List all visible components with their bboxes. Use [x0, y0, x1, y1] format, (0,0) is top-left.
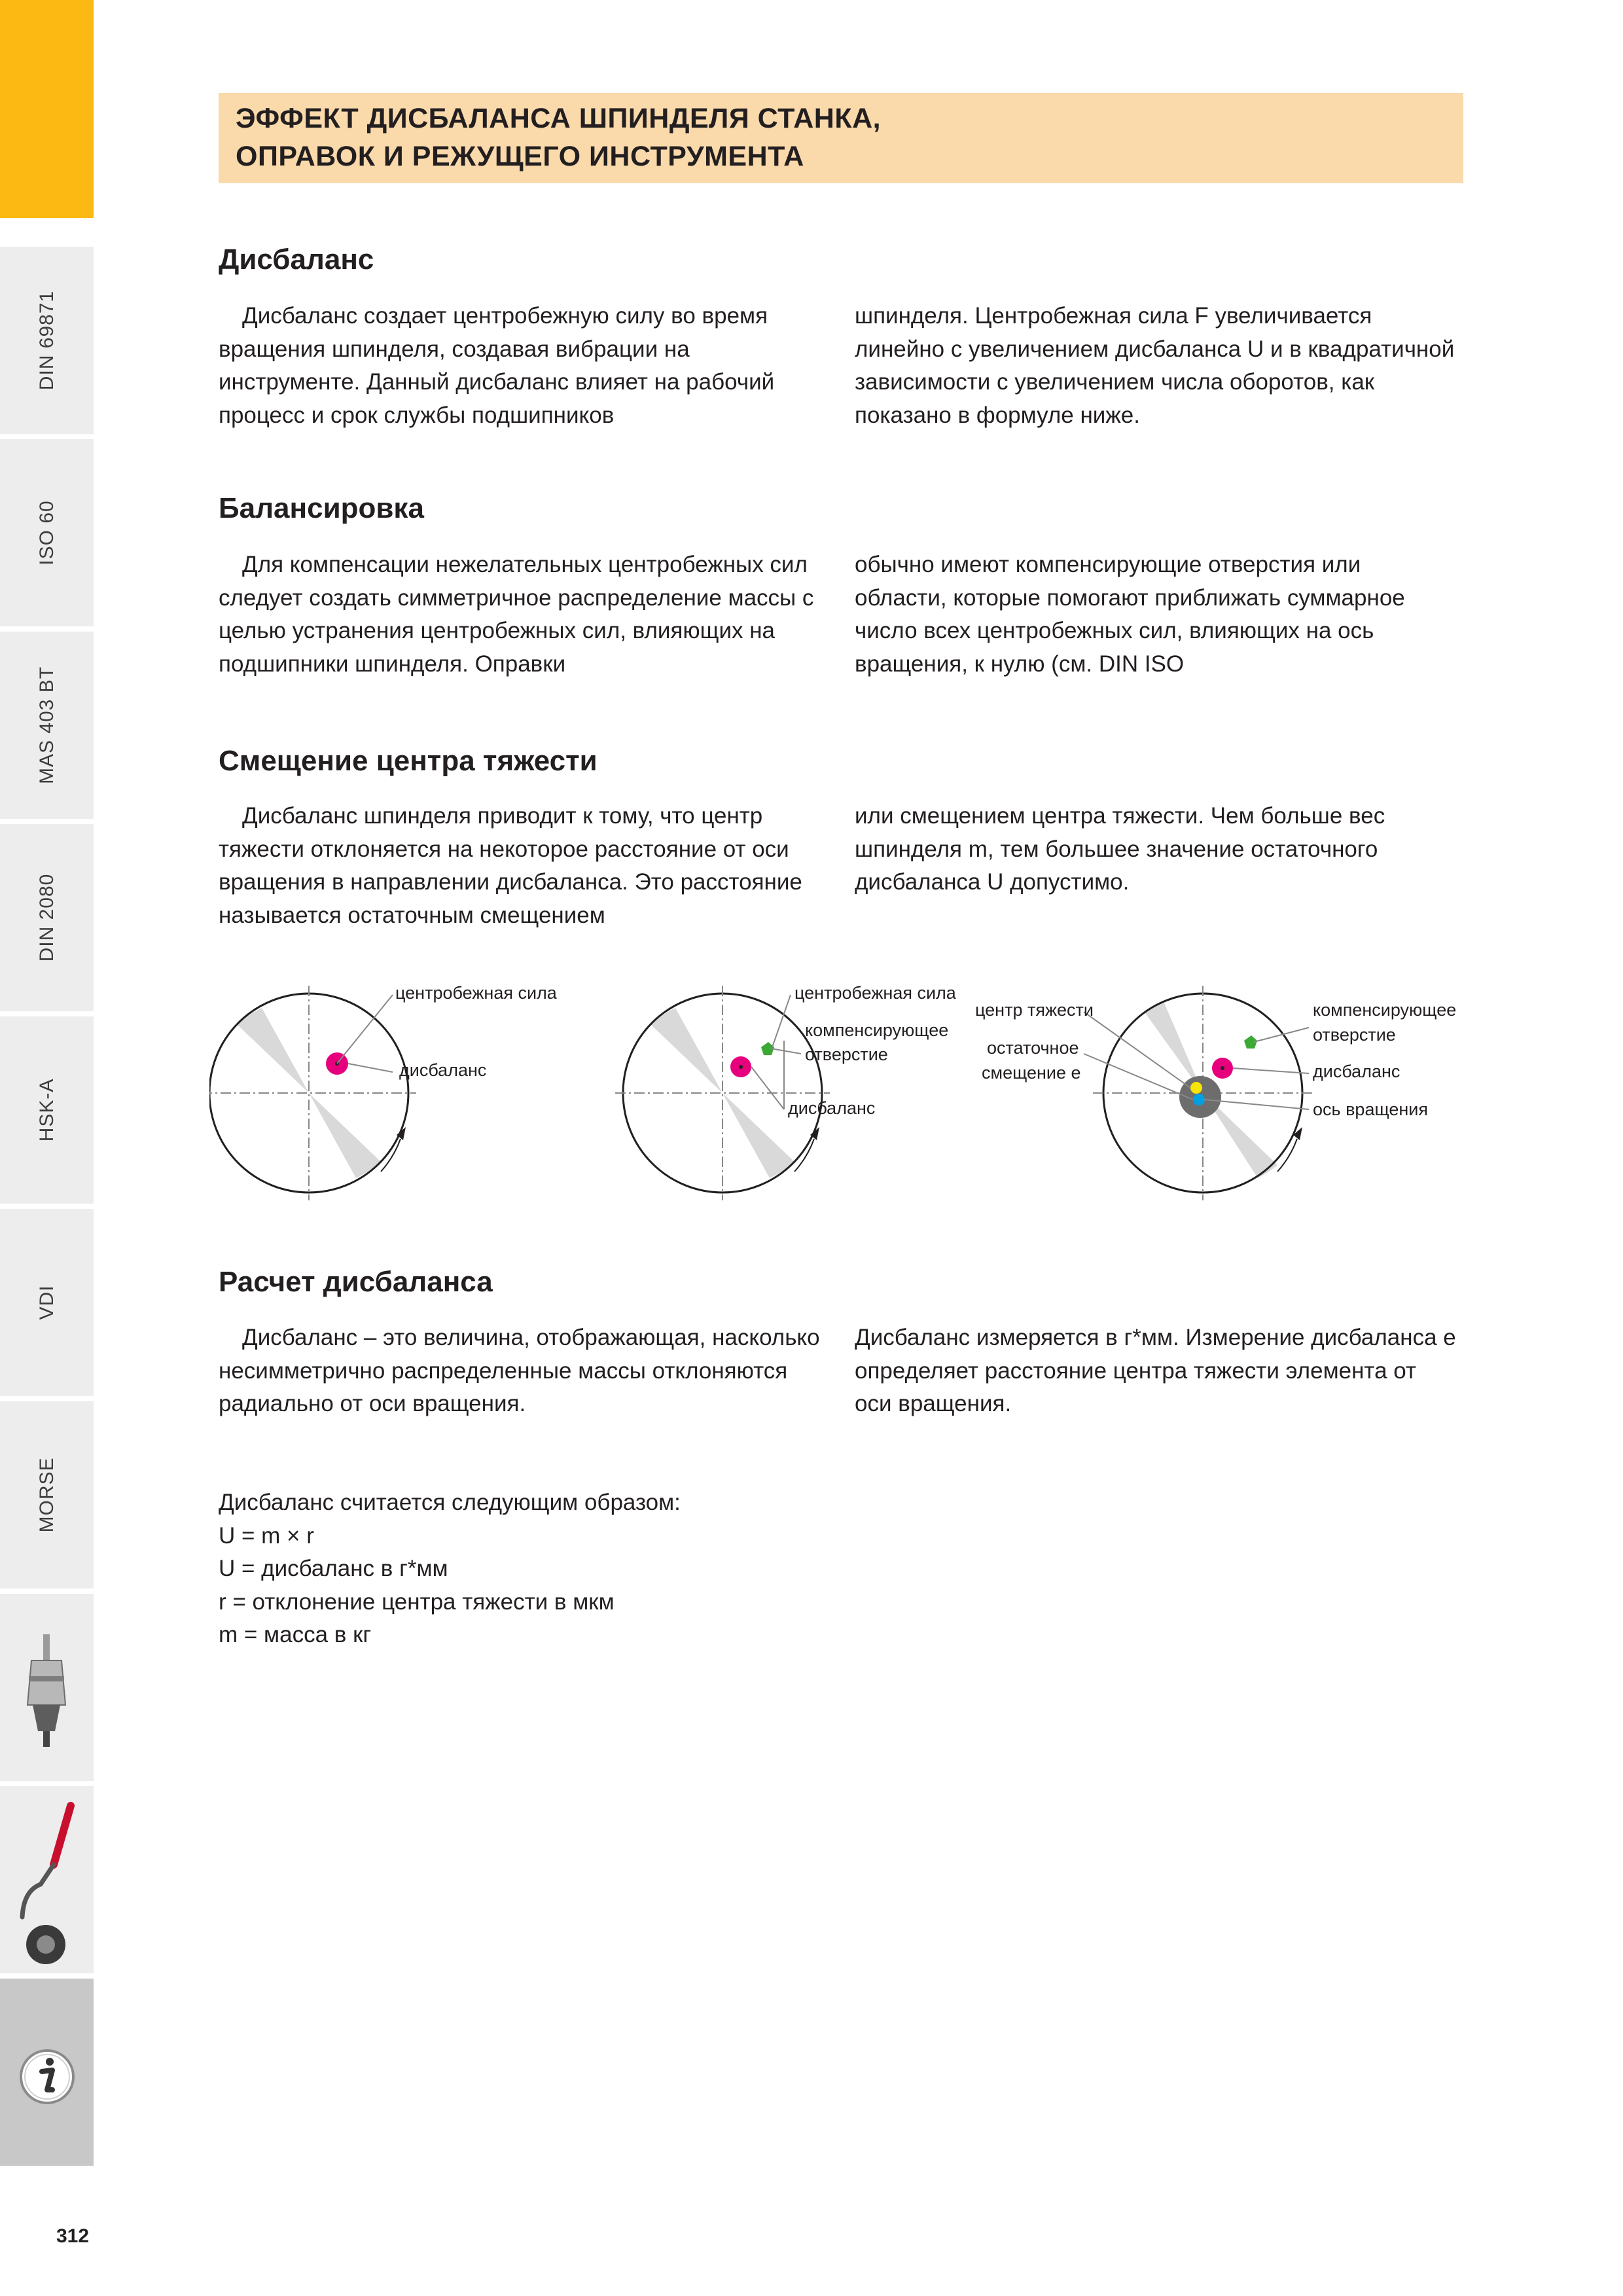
tab-label: MAS 403 BT	[35, 666, 58, 785]
formula-block	[219, 1486, 681, 1652]
label-axis: ось вращения	[1313, 1100, 1429, 1119]
imbalance-text-right	[855, 300, 1457, 432]
page-title-line-2: ОПРАВОК И РЕЖУЩЕГО ИНСТРУМЕНТА	[236, 141, 804, 172]
tab-mas-403-bt[interactable]	[0, 632, 94, 821]
label-imbalance: дисбаланс	[788, 1098, 876, 1118]
paragraph: Для компенсации нежелательных центробежных сил следует создать симметричное распределение массы с целью устранения центробежных сил, влияющих на подшипники шпинделя. Оправки	[219, 552, 814, 677]
tab-label: MORSE	[35, 1457, 58, 1533]
paragraph: Дисбаланс создает центробежную силу во время вращения шпинделя, создавая вибрации на инструменте. Данный дисбаланс влияет на рабочий процесс и срок службы подшипников	[219, 303, 775, 428]
diagram-compensation	[615, 983, 957, 1200]
paragraph: шпинделя. Центробежная сила F увеличивается линейно с увеличением дисбаланса U и в квадратичной зависимости с увеличением числа оборотов, как показано в формуле ниже.	[855, 303, 1455, 428]
label-cog: центр тяжести	[975, 1000, 1094, 1020]
section-heading-imbalance: Дисбаланс	[219, 243, 374, 276]
page-number: 312	[56, 2225, 90, 2247]
section-heading-calculation: Расчет дисбаланса	[219, 1266, 493, 1298]
center-of-gravity-marker	[1190, 1082, 1202, 1094]
paragraph: Дисбаланс – это величина, отображающая, насколько несимметрично распределенные массы отклоняются радиально от оси вращения.	[219, 1325, 820, 1416]
tab-label: HSK-A	[35, 1078, 58, 1142]
paragraph: обычно имеют компенсирующие отверстия или области, которые помогают приближать суммарное число всех центробежных сил, влияющих на ось вращения, к нулю (см. DIN ISO	[855, 552, 1405, 677]
tab-din-2080[interactable]	[0, 824, 94, 1014]
label-comp-2: отверстие	[1313, 1025, 1396, 1045]
page-title-banner	[219, 93, 1463, 183]
tab-morse[interactable]	[0, 1401, 94, 1591]
label-comp-1: компенсирующее	[805, 1020, 949, 1040]
tab-info[interactable]	[0, 1979, 94, 2168]
label-offset-2: смещение е	[982, 1063, 1081, 1083]
tab-vdi[interactable]	[0, 1209, 94, 1399]
label-force: центробежная сила	[794, 983, 956, 1003]
sidebar-accent-tab	[0, 0, 94, 218]
rotation-axis-marker	[1193, 1094, 1205, 1105]
imbalance-diagrams	[209, 975, 1479, 1211]
label-force: центробежная сила	[395, 983, 557, 1003]
calc-text-right	[855, 1321, 1457, 1421]
info-icon	[0, 1979, 94, 2168]
paragraph: Дисбаланс измеряется в г*мм. Измерение дисбаланса е определяет расстояние центра тяжести элемента от оси вращения.	[855, 1325, 1456, 1416]
formula-line: U = m × r	[219, 1522, 314, 1549]
label-comp-1: компенсирующее	[1313, 1000, 1457, 1020]
label-offset-1: остаточное	[987, 1038, 1079, 1058]
tab-hook-wrench[interactable]	[0, 1786, 94, 1976]
page-title-line-1: ЭФФЕКТ ДИСБАЛАНСА ШПИНДЕЛЯ СТАНКА,	[236, 103, 882, 134]
balancing-text-left	[219, 548, 821, 681]
drill-chuck-icon	[0, 1594, 94, 1784]
diagram-center-of-gravity	[975, 986, 1456, 1200]
tab-din-69871[interactable]	[0, 247, 94, 437]
paragraph: Дисбаланс шпинделя приводит к тому, что центр тяжести отклоняется на некоторое расстояние от оси вращения в направлении дисбаланса. Это расстояние называется остаточным смещением	[219, 803, 802, 928]
hook-wrench-icon	[0, 1786, 94, 1976]
formula-intro: Дисбаланс считается следующим образом:	[219, 1490, 681, 1515]
sidebar	[0, 0, 94, 2179]
tab-iso-60[interactable]	[0, 439, 94, 629]
label-comp-2: отверстие	[805, 1045, 888, 1064]
tab-hsk-a[interactable]	[0, 1016, 94, 1206]
imbalance-text-left	[219, 300, 821, 432]
tab-label: ISO 60	[35, 500, 58, 565]
formula-definition: r = отклонение центра тяжести в мкм	[219, 1588, 615, 1615]
calc-text-left	[219, 1321, 821, 1421]
tab-label: VDI	[35, 1285, 58, 1320]
formula-definition: m = масса в кг	[219, 1622, 372, 1647]
label-imbalance: дисбаланс	[1313, 1062, 1400, 1081]
tab-drill-chuck[interactable]	[0, 1594, 94, 1784]
tab-label: DIN 69871	[35, 290, 58, 391]
diagram-imbalance	[209, 983, 558, 1200]
shift-text-right	[855, 800, 1457, 899]
tab-label: DIN 2080	[35, 873, 58, 962]
formula-definition: U = дисбаланс в г*мм	[219, 1556, 448, 1581]
paragraph: или смещением центра тяжести. Чем больше вес шпинделя m, тем большее значение остаточного дисбаланса U допустимо.	[855, 803, 1385, 895]
balancing-text-right	[855, 548, 1457, 681]
section-heading-balancing: Балансировка	[219, 492, 424, 524]
label-imbalance: дисбаланс	[399, 1060, 487, 1080]
shift-text-left	[219, 800, 821, 932]
section-heading-shift: Смещение центра тяжести	[219, 745, 597, 777]
